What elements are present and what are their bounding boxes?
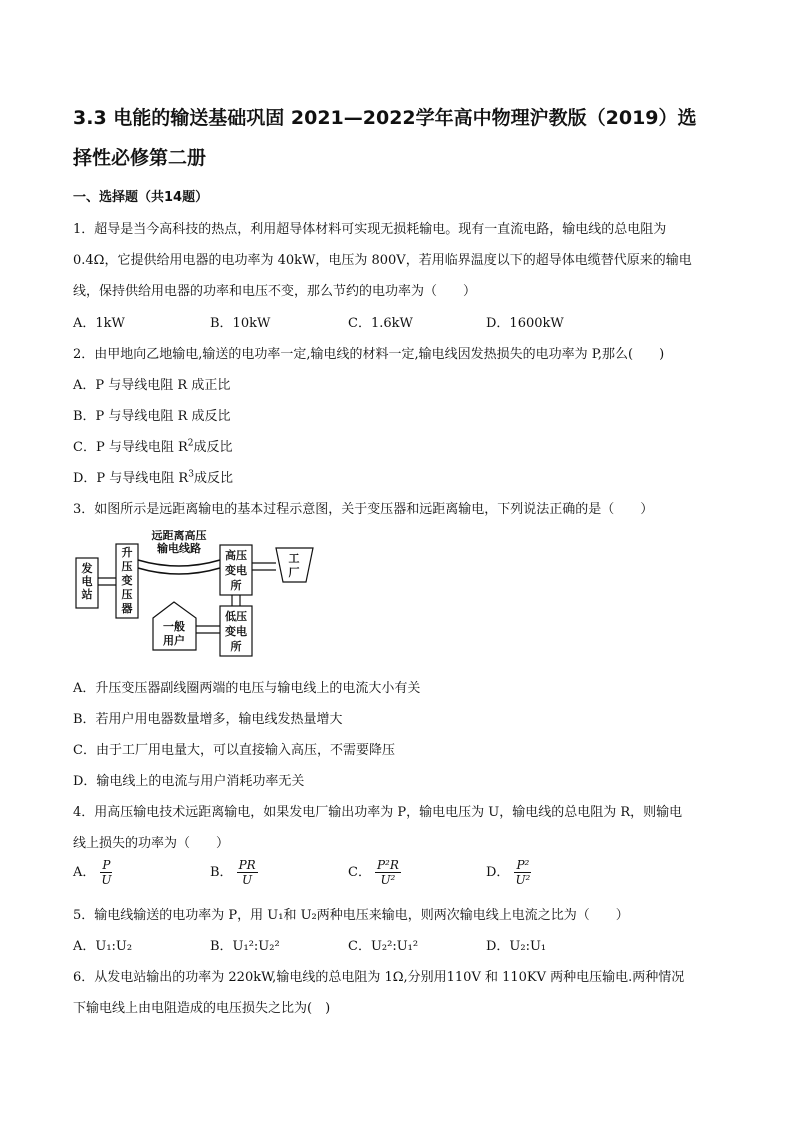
svg-text:变电: 变电	[225, 625, 247, 638]
svg-text:压: 压	[121, 588, 133, 601]
title-line-1: 3.3 电能的输送基础巩固 2021—2022学年高中物理沪教版（2019）选	[73, 107, 697, 129]
q3-option-c: C．由于工厂用电量大，可以直接输入高压，不需要降压	[73, 743, 395, 758]
q3-stem: 3．如图所示是远距离输电的基本过程示意图，关于变压器和远距离输电，下列说法正确的是（ ）	[73, 502, 654, 517]
q1-stem-line-1: 1．超导是当今高科技的热点，利用超导体材料可实现无损耗输电。现有一直流电路，输电线的总电阻为	[73, 222, 667, 237]
user-label: 一般	[163, 620, 185, 633]
q5-option-b: B．U₁²:U₂²	[210, 939, 280, 954]
q6-stem-line-1: 6．从发电站输出的功率为 220kW,输电线的总电阻为 1Ω,分别用110V 和 110KV 两种电压输电.两种情况	[73, 970, 685, 985]
q5-option-a: A．U₁:U₂	[73, 939, 133, 954]
q1-option-d: D．1600kW	[486, 316, 564, 331]
q2-option-d: D．P 与导线电阻 $R^3$成反比	[73, 469, 233, 486]
title-line-2: 择性必修第二册	[73, 147, 207, 169]
svg-text:用户: 用户	[163, 634, 185, 647]
q3-option-d: D．输电线上的电流与用户消耗功率无关	[73, 774, 305, 789]
line-label-1: 远距离高压	[151, 530, 207, 542]
hv-sub-label: 高压	[225, 549, 247, 562]
svg-text:电: 电	[81, 575, 93, 588]
q1-stem-line-3: 线，保持供给用电器的功率和电压不变，那么节约的电功率为（ ）	[73, 284, 477, 299]
svg-text:变: 变	[121, 574, 133, 587]
svg-text:变电: 变电	[225, 564, 247, 577]
q2-option-c: C．P 与导线电阻 $R^2$成反比	[73, 438, 233, 455]
svg-text:站: 站	[81, 588, 93, 601]
q4-option-a: A． $\frac{P}{U}$	[73, 858, 112, 887]
q1-stem-line-2: 0.4Ω，它提供给用电器的电功率为 40kW，电压为 800V，若用临界温度以下的超导体电缆替代原来的输电	[73, 253, 692, 268]
line-label-2: 输电线路	[157, 542, 201, 555]
document-title	[73, 98, 723, 178]
q2-stem: 2．由甲地向乙地输电,输送的电功率一定,输电线的材料一定,输电线因发热损失的电功率为 P,那么( )	[73, 347, 665, 362]
q1-option-b: B．10kW	[210, 316, 271, 331]
section-heading: 一、选择题（共14题）	[73, 190, 209, 205]
q5-option-d: D．U₂:U₁	[486, 939, 547, 954]
svg-text:厂: 厂	[288, 566, 300, 579]
q1-option-a: A．1kW	[73, 316, 125, 331]
svg-text:器: 器	[121, 602, 133, 615]
q4-option-c: C． $\frac{\text{P²R}}{\text{U²}}$	[348, 858, 399, 887]
q2-option-b: B．P 与导线电阻 R 成反比	[73, 409, 231, 424]
power-transmission-diagram	[73, 530, 333, 660]
q1-option-c: C．1.6kW	[348, 316, 413, 331]
q3-option-a: A．升压变压器副线圈两端的电压与输电线上的电流大小有关	[73, 681, 421, 696]
q5-stem: 5．输电线输送的电功率为 P，用 U₁和 U₂两种电压来输电，则两次输电线上电流之比为（ ）	[73, 908, 629, 923]
q4-option-b: B． $\frac{PR}{U}$	[210, 858, 256, 887]
svg-text:所: 所	[230, 640, 242, 653]
q4-stem-line-2: 线上损失的功率为（ ）	[73, 836, 230, 851]
station-label: 发	[81, 562, 93, 575]
q4-option-d: D． $\frac{\text{P²}}{\text{U²}}$	[486, 858, 531, 887]
lv-sub-label: 低压	[225, 610, 247, 623]
fraction: $\frac{\text{P²R}}{\text{U²}}$	[376, 858, 399, 887]
q4-stem-line-1: 4．用高压输电技术远距离输电，如果发电厂输出功率为 P，输电电压为 U，输电线的总电阻为 R，则输电	[73, 805, 683, 820]
svg-text:压: 压	[121, 560, 133, 573]
q3-option-b: B．若用户用电器数量增多，输电线发热量增大	[73, 712, 343, 727]
step-up-label: 升	[121, 546, 133, 559]
fraction: $\frac{\text{P²}}{\text{U²}}$	[515, 858, 531, 887]
fraction: $\frac{PR}{U}$	[238, 858, 256, 887]
svg-text:所: 所	[230, 579, 242, 592]
q5-option-c: C．U₂²:U₁²	[348, 939, 419, 954]
factory-label: 工	[288, 552, 300, 565]
q6-stem-line-2: 下输电线上由电阻造成的电压损失之比为( )	[73, 1001, 331, 1016]
fraction: $\frac{P}{U}$	[101, 858, 112, 887]
q2-option-a: A．P 与导线电阻 R 成正比	[73, 378, 231, 393]
